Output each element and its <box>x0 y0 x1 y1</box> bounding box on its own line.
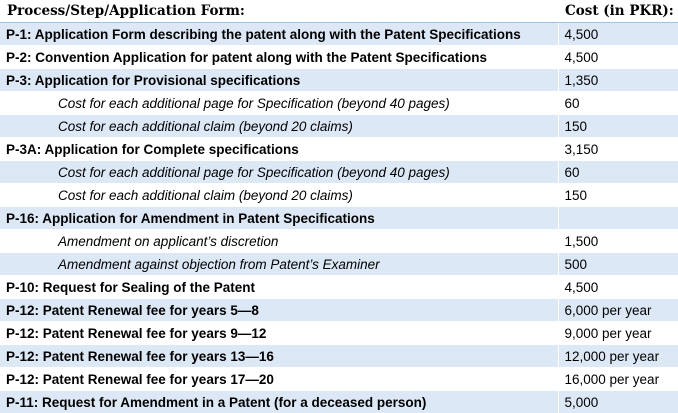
table-row <box>0 299 678 322</box>
fee-cost: 6,000 per year <box>558 299 678 322</box>
fee-subitem-label: Amendment against objection from Patent’s Examiner <box>0 253 558 276</box>
fee-item-label: P-12: Patent Renewal fee for years 13—16 <box>0 345 558 368</box>
fee-item-label: P-12: Patent Renewal fee for years 5—8 <box>0 299 558 322</box>
table-header-row <box>0 0 678 23</box>
table-row <box>0 230 678 253</box>
fee-cost: 4,500 <box>558 23 678 46</box>
fee-cost: 1,350 <box>558 69 678 92</box>
fee-cost: 9,000 per year <box>558 322 678 345</box>
fee-cost: 60 <box>558 161 678 184</box>
fee-cost: 150 <box>558 115 678 138</box>
fee-rows <box>0 23 678 413</box>
fee-subitem-label: Cost for each additional page for Specification (beyond 40 pages) <box>0 161 558 184</box>
process-column-header: Process/Step/Application Form: <box>0 0 558 23</box>
table-row <box>0 276 678 299</box>
fee-cost: 5,000 <box>558 391 678 413</box>
cost-column-header: Cost (in PKR): <box>558 0 678 23</box>
fee-item-label: P-12: Patent Renewal fee for years 17—20 <box>0 368 558 391</box>
table-row <box>0 207 678 230</box>
table-row <box>0 253 678 276</box>
fee-item-label: P-12: Patent Renewal fee for years 9—12 <box>0 322 558 345</box>
fee-subitem-label: Cost for each additional claim (beyond 20 claims) <box>0 184 558 207</box>
fee-item-label: P-16: Application for Amendment in Patent Specifications <box>0 207 558 230</box>
table-row <box>0 138 678 161</box>
fee-cost: 3,150 <box>558 138 678 161</box>
fee-item-label: P-11: Request for Amendment in a Patent (for a deceased person) <box>0 391 558 413</box>
table-row <box>0 161 678 184</box>
table-row <box>0 92 678 115</box>
table-row <box>0 322 678 345</box>
table-row <box>0 46 678 69</box>
table-row <box>0 345 678 368</box>
fee-item-label: P-10: Request for Sealing of the Patent <box>0 276 558 299</box>
fee-cost: 16,000 per year <box>558 368 678 391</box>
table-row <box>0 368 678 391</box>
table-row <box>0 23 678 46</box>
table-row <box>0 184 678 207</box>
fee-cost: 4,500 <box>558 276 678 299</box>
fee-cost: 12,000 per year <box>558 345 678 368</box>
table-row <box>0 69 678 92</box>
fee-item-label: P-2: Convention Application for patent along with the Patent Specifications <box>0 46 558 69</box>
fee-cost: 4,500 <box>558 46 678 69</box>
fee-cost: 60 <box>558 92 678 115</box>
fee-item-label: P-3A: Application for Complete specifications <box>0 138 558 161</box>
fee-cost: 1,500 <box>558 230 678 253</box>
fee-cost: 150 <box>558 184 678 207</box>
table-row <box>0 115 678 138</box>
fee-subitem-label: Cost for each additional claim (beyond 20 claims) <box>0 115 558 138</box>
fee-cost <box>558 207 678 230</box>
fee-subitem-label: Amendment on applicant’s discretion <box>0 230 558 253</box>
fee-item-label: P-1: Application Form describing the patent along with the Patent Specifications <box>0 23 558 46</box>
fee-cost: 500 <box>558 253 678 276</box>
table-row <box>0 391 678 413</box>
fee-subitem-label: Cost for each additional page for Specification (beyond 40 pages) <box>0 92 558 115</box>
fee-item-label: P-3: Application for Provisional specifications <box>0 69 558 92</box>
